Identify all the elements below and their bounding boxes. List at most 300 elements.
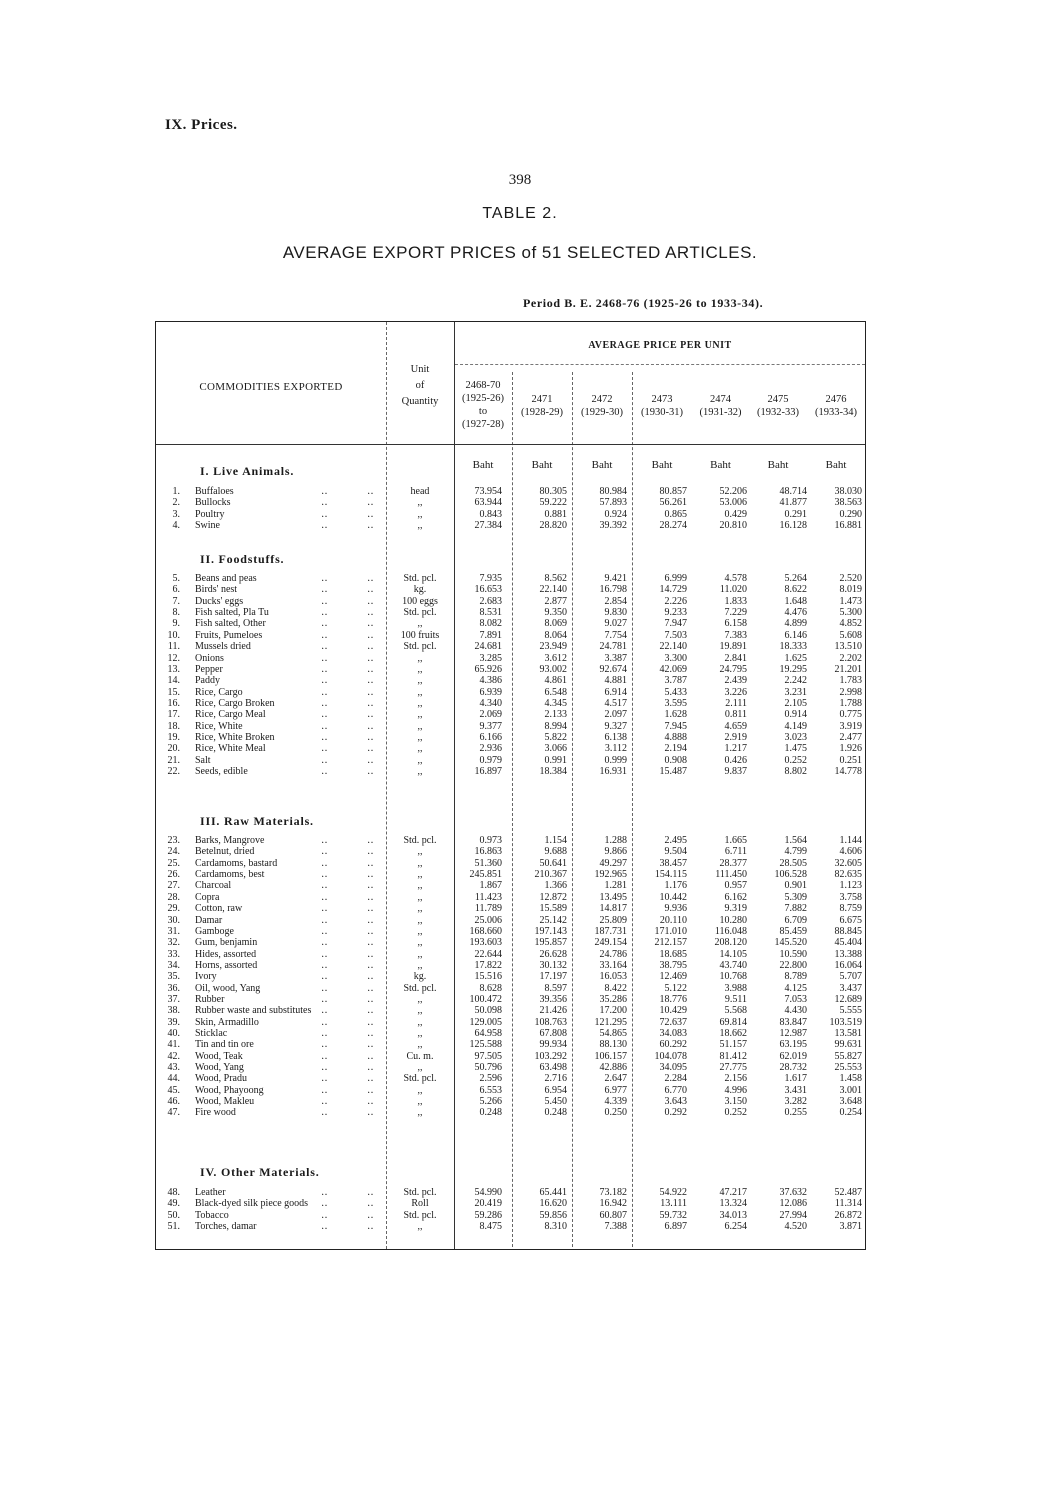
price-cell: 1.281 <box>604 880 627 892</box>
unit-of-quantity: ,, <box>417 686 423 698</box>
leader-dots: ‥ <box>321 993 328 1005</box>
row-number: 8. <box>172 607 180 618</box>
unit-of-quantity: ,, <box>417 766 423 777</box>
unit-of-quantity: ,, <box>417 1039 423 1051</box>
price-cell: 7.935 <box>479 573 502 584</box>
unit-of-quantity: Std. pcl. <box>403 982 437 994</box>
price-cell: 59.732 <box>659 1209 687 1221</box>
price-cell: 1.176 <box>664 880 687 892</box>
price-cell: 104.078 <box>654 1050 687 1062</box>
price-cell: 129.005 <box>469 1016 502 1028</box>
leader-dots: ‥ <box>367 663 374 675</box>
leader-dots: ‥ <box>321 914 328 926</box>
row-number: 9. <box>172 618 180 630</box>
price-cell: 3.871 <box>839 1221 862 1232</box>
unit-of-quantity: ,, <box>417 925 423 937</box>
unit-of-quantity: ,, <box>417 1084 423 1096</box>
price-cell: 0.881 <box>544 508 567 520</box>
price-cell: 0.999 <box>604 754 627 766</box>
leader-dots: ‥ <box>321 520 328 531</box>
price-cell: 11.423 <box>474 891 502 903</box>
leader-dots: ‥ <box>367 1062 374 1073</box>
row-number: 43. <box>167 1062 180 1073</box>
price-cell: 8.069 <box>544 618 567 630</box>
commodity-name: Poultry <box>195 508 225 520</box>
price-cell: 22.800 <box>779 959 807 971</box>
price-cell: 3.231 <box>784 686 807 698</box>
price-cell: 10.590 <box>779 948 807 960</box>
unit-header <box>386 362 454 410</box>
price-cell: 106.157 <box>594 1050 627 1062</box>
table-row <box>155 618 866 629</box>
year-column-header <box>692 393 749 419</box>
price-cell: 28.732 <box>779 1062 807 1073</box>
commodity-name: Cardamoms, best <box>195 869 265 880</box>
row-number: 44. <box>167 1073 180 1085</box>
price-cell: 24.681 <box>474 641 502 653</box>
price-cell: 2.841 <box>724 652 747 664</box>
price-cell: 6.939 <box>479 686 502 698</box>
row-number: 24. <box>167 846 180 858</box>
price-cell: 38.030 <box>834 486 862 497</box>
price-cell: 11.314 <box>834 1198 862 1210</box>
row-number: 22. <box>167 766 180 777</box>
commodity-name: Fish salted, Other <box>195 618 266 630</box>
price-cell: 6.709 <box>784 914 807 926</box>
row-number: 33. <box>167 948 180 960</box>
price-cell: 9.866 <box>604 846 627 858</box>
price-cell: 3.787 <box>664 675 687 687</box>
price-cell: 9.511 <box>724 993 747 1005</box>
table-row <box>155 675 866 686</box>
price-cell: 9.504 <box>664 846 687 858</box>
commodity-name: Mussels dried <box>195 641 251 653</box>
row-number: 11. <box>167 641 180 653</box>
price-cell: 3.066 <box>544 743 567 755</box>
unit-of-quantity: ,, <box>417 743 423 755</box>
price-cell: 6.954 <box>544 1084 567 1096</box>
price-cell: 7.388 <box>604 1221 627 1232</box>
row-number: 19. <box>167 731 180 743</box>
commodity-name: Wood, Makleu <box>195 1096 255 1107</box>
commodity-name: Gum, benjamin <box>195 937 258 949</box>
row-number: 15. <box>167 686 180 698</box>
row-number: 1. <box>172 486 180 497</box>
price-cell: 42.069 <box>659 663 687 675</box>
unit-of-quantity: 100 eggs <box>402 595 438 607</box>
price-cell: 22.140 <box>659 641 687 653</box>
table-row <box>155 1221 866 1232</box>
commodity-name: Rice, White <box>195 720 243 732</box>
leader-dots: ‥ <box>321 607 328 618</box>
row-number: 12. <box>167 652 180 664</box>
currency-label: Baht <box>531 459 553 471</box>
table-row <box>155 880 866 891</box>
table-row <box>155 509 866 520</box>
price-cell: 4.881 <box>604 675 627 687</box>
leader-dots: ‥ <box>367 686 374 698</box>
leader-dots: ‥ <box>367 595 374 607</box>
price-cell: 2.111 <box>725 697 747 709</box>
price-cell: 5.555 <box>839 1005 862 1017</box>
price-cell: 72.637 <box>659 1016 687 1028</box>
row-number: 26. <box>167 869 180 880</box>
price-cell: 43.740 <box>719 959 747 971</box>
unit-header-line: Unit <box>410 364 430 375</box>
price-cell: 28.505 <box>779 857 807 869</box>
commodity-name: Paddy <box>195 675 220 687</box>
price-cell: 0.254 <box>839 1107 862 1119</box>
price-cell: 5.300 <box>839 607 862 618</box>
price-cell: 63.944 <box>474 497 502 509</box>
price-cell: 0.865 <box>664 508 687 520</box>
price-cell: 16.620 <box>539 1198 567 1210</box>
row-number: 28. <box>167 891 180 903</box>
unit-of-quantity: ,, <box>417 914 423 926</box>
header-period: (1931-32) <box>699 407 742 418</box>
row-number: 4. <box>172 520 180 531</box>
unit-of-quantity: Roll <box>411 1198 429 1210</box>
price-cell: 63.498 <box>539 1062 567 1073</box>
price-cell: 0.248 <box>479 1107 502 1119</box>
unit-of-quantity: Cu. m. <box>406 1050 434 1062</box>
price-cell: 9.233 <box>664 607 687 618</box>
leader-dots: ‥ <box>321 1096 328 1107</box>
price-cell: 9.027 <box>604 618 627 630</box>
price-cell: 83.847 <box>779 1016 807 1028</box>
row-number: 41. <box>167 1039 180 1051</box>
leader-dots: ‥ <box>367 1198 374 1210</box>
leader-dots: ‥ <box>367 869 374 880</box>
price-cell: 9.350 <box>544 607 567 618</box>
price-cell: 28.274 <box>659 520 687 531</box>
table-row <box>155 630 866 641</box>
commodity-name: Cardamoms, bastard <box>195 857 278 869</box>
price-cell: 50.098 <box>474 1005 502 1017</box>
table-row <box>155 497 866 508</box>
price-cell: 1.144 <box>839 835 862 846</box>
price-cell: 85.459 <box>779 925 807 937</box>
price-cell: 187.731 <box>594 925 627 937</box>
price-cell: 195.857 <box>534 937 567 949</box>
commodity-name: Leather <box>195 1187 226 1198</box>
price-cell: 2.683 <box>479 595 502 607</box>
price-cell: 30.132 <box>539 959 567 971</box>
price-cell: 65.926 <box>474 663 502 675</box>
row-number: 10. <box>167 629 180 641</box>
leader-dots: ‥ <box>367 1028 374 1039</box>
header-year: 2471 <box>531 394 553 405</box>
leader-dots: ‥ <box>367 1107 374 1119</box>
leader-dots: ‥ <box>367 520 374 531</box>
price-cell: 8.628 <box>479 982 502 994</box>
table-row <box>155 869 866 880</box>
commodity-name: Black-dyed silk piece goods <box>195 1198 309 1210</box>
table-row <box>155 709 866 720</box>
unit-of-quantity: ,, <box>417 846 423 858</box>
price-cell: 32.605 <box>834 857 862 869</box>
unit-of-quantity: 100 fruits <box>400 629 440 641</box>
row-number: 36. <box>167 982 180 994</box>
price-cell: 18.333 <box>779 641 807 653</box>
price-cell: 0.252 <box>724 1107 747 1119</box>
price-cell: 212.157 <box>654 937 687 949</box>
leader-dots: ‥ <box>367 584 374 596</box>
commodity-name: Oil, wood, Yang <box>195 982 261 994</box>
price-cell: 4.520 <box>784 1221 807 1232</box>
row-number: 35. <box>167 971 180 983</box>
price-cell: 16.798 <box>599 584 627 596</box>
commodity-name: Wood, Phayoong <box>195 1084 264 1096</box>
group-heading: II. Foodstuffs. <box>200 552 285 566</box>
table-row <box>155 937 866 948</box>
price-cell: 92.674 <box>599 663 627 675</box>
price-cell: 53.006 <box>719 497 747 509</box>
leader-dots: ‥ <box>321 1107 328 1119</box>
table-row <box>155 1085 866 1096</box>
commodity-name: Fruits, Pumeloes <box>195 629 263 641</box>
price-cell: 7.383 <box>724 629 747 641</box>
price-cell: 93.002 <box>539 663 567 675</box>
commodity-name: Charcoal <box>195 880 232 892</box>
price-cell: 13.581 <box>834 1028 862 1039</box>
leader-dots: ‥ <box>321 1187 328 1198</box>
leader-dots: ‥ <box>367 993 374 1005</box>
leader-dots: ‥ <box>367 914 374 926</box>
commodity-name: Rice, Cargo <box>195 686 243 698</box>
table-row <box>155 835 866 846</box>
price-cell: 15.516 <box>474 971 502 983</box>
price-cell: 22.644 <box>474 948 502 960</box>
price-cell: 13.510 <box>834 641 862 653</box>
price-cell: 28.820 <box>539 520 567 531</box>
table-row <box>155 1005 866 1016</box>
price-cell: 5.568 <box>724 1005 747 1017</box>
price-cell: 1.473 <box>839 595 862 607</box>
table-row <box>155 1028 866 1039</box>
price-cell: 4.430 <box>784 1005 807 1017</box>
leader-dots: ‥ <box>321 1016 328 1028</box>
price-cell: 3.437 <box>839 982 862 994</box>
price-cell: 59.286 <box>474 1209 502 1221</box>
leader-dots: ‥ <box>367 891 374 903</box>
leader-dots: ‥ <box>321 959 328 971</box>
price-cell: 6.553 <box>479 1084 502 1096</box>
unit-of-quantity: ,, <box>417 1028 423 1039</box>
row-number: 14. <box>167 675 180 687</box>
price-cell: 2.133 <box>544 709 567 721</box>
price-cell: 1.564 <box>784 835 807 846</box>
price-cell: 47.217 <box>719 1187 747 1198</box>
table-row <box>155 721 866 732</box>
price-cell: 13.111 <box>660 1198 687 1210</box>
table-row <box>155 960 866 971</box>
price-cell: 5.608 <box>839 629 862 641</box>
table-row <box>155 596 866 607</box>
price-cell: 1.625 <box>784 652 807 664</box>
commodity-name: Sticklac <box>195 1028 228 1039</box>
leader-dots: ‥ <box>321 1084 328 1096</box>
leader-dots: ‥ <box>321 595 328 607</box>
unit-of-quantity: ,, <box>417 508 423 520</box>
price-cell: 0.251 <box>839 754 862 766</box>
price-cell: 2.998 <box>839 686 862 698</box>
price-cell: 1.926 <box>839 743 862 755</box>
price-cell: 99.934 <box>539 1039 567 1051</box>
price-cell: 52.487 <box>834 1187 862 1198</box>
price-cell: 1.123 <box>839 880 862 892</box>
price-cell: 125.588 <box>469 1039 502 1051</box>
table-row <box>155 1187 866 1198</box>
price-cell: 16.897 <box>474 766 502 777</box>
leader-dots: ‥ <box>321 1221 328 1232</box>
price-cell: 51.360 <box>474 857 502 869</box>
currency-label: Baht <box>710 459 731 471</box>
price-cell: 80.984 <box>599 486 627 497</box>
row-number: 40. <box>167 1028 180 1039</box>
price-cell: 54.990 <box>474 1187 502 1198</box>
leader-dots: ‥ <box>367 1209 374 1221</box>
price-cell: 17.822 <box>474 959 502 971</box>
price-cell: 25.142 <box>539 914 567 926</box>
price-cell: 12.987 <box>779 1028 807 1039</box>
price-cell: 5.707 <box>839 971 862 983</box>
commodities-header: COMMODITIES EXPORTED <box>199 381 343 393</box>
price-cell: 6.770 <box>664 1084 687 1096</box>
price-cell: 69.814 <box>719 1016 747 1028</box>
price-cell: 16.931 <box>599 766 627 777</box>
price-header-rule <box>455 364 865 365</box>
commodity-name: Hides, assorted <box>195 948 257 960</box>
price-cell: 7.891 <box>479 629 502 641</box>
price-cell: 0.811 <box>724 709 747 721</box>
row-number: 46. <box>167 1096 180 1107</box>
price-cell: 48.714 <box>779 486 807 497</box>
row-number: 3. <box>172 508 180 520</box>
price-cell: 5.122 <box>664 982 687 994</box>
table-row <box>155 915 866 926</box>
row-number: 34. <box>167 959 180 971</box>
currency-label: Baht <box>825 459 847 471</box>
price-cell: 5.264 <box>784 573 807 584</box>
commodity-name: Rice, White Meal <box>195 743 266 755</box>
unit-of-quantity: Std. pcl. <box>403 607 437 618</box>
unit-of-quantity: Std. pcl. <box>403 641 437 653</box>
price-cell: 8.310 <box>544 1221 567 1232</box>
price-cell: 59.222 <box>539 497 567 509</box>
price-cell: 24.795 <box>719 663 747 675</box>
price-cell: 27.775 <box>719 1062 747 1073</box>
leader-dots: ‥ <box>321 641 328 653</box>
price-cell: 54.865 <box>599 1028 627 1039</box>
price-cell: 50.796 <box>474 1062 502 1073</box>
price-cell: 0.290 <box>839 508 862 520</box>
price-cell: 16.128 <box>779 520 807 531</box>
commodity-name: Wood, Teak <box>195 1050 243 1062</box>
price-cell: 8.531 <box>479 607 502 618</box>
price-cell: 49.297 <box>599 857 627 869</box>
price-cell: 21.426 <box>539 1005 567 1017</box>
price-cell: 20.810 <box>719 520 747 531</box>
price-cell: 0.991 <box>544 754 567 766</box>
table-row <box>155 1198 866 1209</box>
price-cell: 33.164 <box>599 959 627 971</box>
table-row <box>155 903 866 914</box>
price-cell: 7.947 <box>664 618 687 630</box>
leader-dots: ‥ <box>321 891 328 903</box>
leader-dots: ‥ <box>367 903 374 915</box>
price-cell: 34.083 <box>659 1028 687 1039</box>
leader-dots: ‥ <box>367 697 374 709</box>
price-cell: 2.156 <box>724 1073 747 1085</box>
unit-of-quantity: ,, <box>417 697 423 709</box>
unit-of-quantity: Std. pcl. <box>403 1187 437 1198</box>
leader-dots: ‥ <box>321 880 328 892</box>
price-cell: 4.861 <box>544 675 567 687</box>
price-cell: 0.292 <box>664 1107 687 1119</box>
price-cell: 2.105 <box>784 697 807 709</box>
year-column-header <box>572 393 632 419</box>
price-cell: 4.517 <box>604 697 627 709</box>
commodity-name: Beans and peas <box>195 573 257 584</box>
price-cell: 1.475 <box>784 743 807 755</box>
price-cell: 3.988 <box>724 982 747 994</box>
price-cell: 3.285 <box>479 652 502 664</box>
row-number: 2. <box>172 497 180 509</box>
price-cell: 4.852 <box>839 618 862 630</box>
price-cell: 51.157 <box>719 1039 747 1051</box>
price-cell: 2.716 <box>544 1073 567 1085</box>
row-number: 49. <box>167 1198 180 1210</box>
price-cell: 24.786 <box>599 948 627 960</box>
price-cell: 2.097 <box>604 709 627 721</box>
price-cell: 80.305 <box>539 486 567 497</box>
price-cell: 8.064 <box>544 629 567 641</box>
header-year: 2472 <box>591 394 613 405</box>
price-cell: 3.001 <box>839 1084 862 1096</box>
unit-header-line: Quantity <box>401 396 439 407</box>
price-cell: 7.882 <box>784 903 807 915</box>
price-cell: 41.877 <box>779 497 807 509</box>
price-cell: 73.954 <box>474 486 502 497</box>
price-cell: 2.877 <box>544 595 567 607</box>
price-cell: 19.891 <box>719 641 747 653</box>
leader-dots: ‥ <box>321 1039 328 1051</box>
price-cell: 0.426 <box>724 754 747 766</box>
table-row <box>155 664 866 675</box>
leader-dots: ‥ <box>367 573 374 584</box>
section-heading: IX. Prices. <box>165 117 238 133</box>
price-cell: 4.996 <box>724 1084 747 1096</box>
commodity-name: Cotton, raw <box>195 903 243 915</box>
leader-dots: ‥ <box>367 641 374 653</box>
table-row <box>155 520 866 531</box>
price-cell: 100.472 <box>469 993 502 1005</box>
leader-dots: ‥ <box>321 573 328 584</box>
price-cell: 2.520 <box>839 573 862 584</box>
leader-dots: ‥ <box>321 1050 328 1062</box>
price-cell: 25.006 <box>474 914 502 926</box>
commodity-name: Copra <box>195 891 220 903</box>
price-cell: 10.280 <box>719 914 747 926</box>
price-cell: 121.295 <box>594 1016 627 1028</box>
leader-dots: ‥ <box>321 835 328 846</box>
price-cell: 25.809 <box>599 914 627 926</box>
price-cell: 2.226 <box>664 595 687 607</box>
price-cell: 7.503 <box>664 629 687 641</box>
unit-header-line: of <box>415 380 425 391</box>
row-number: 20. <box>167 743 180 755</box>
